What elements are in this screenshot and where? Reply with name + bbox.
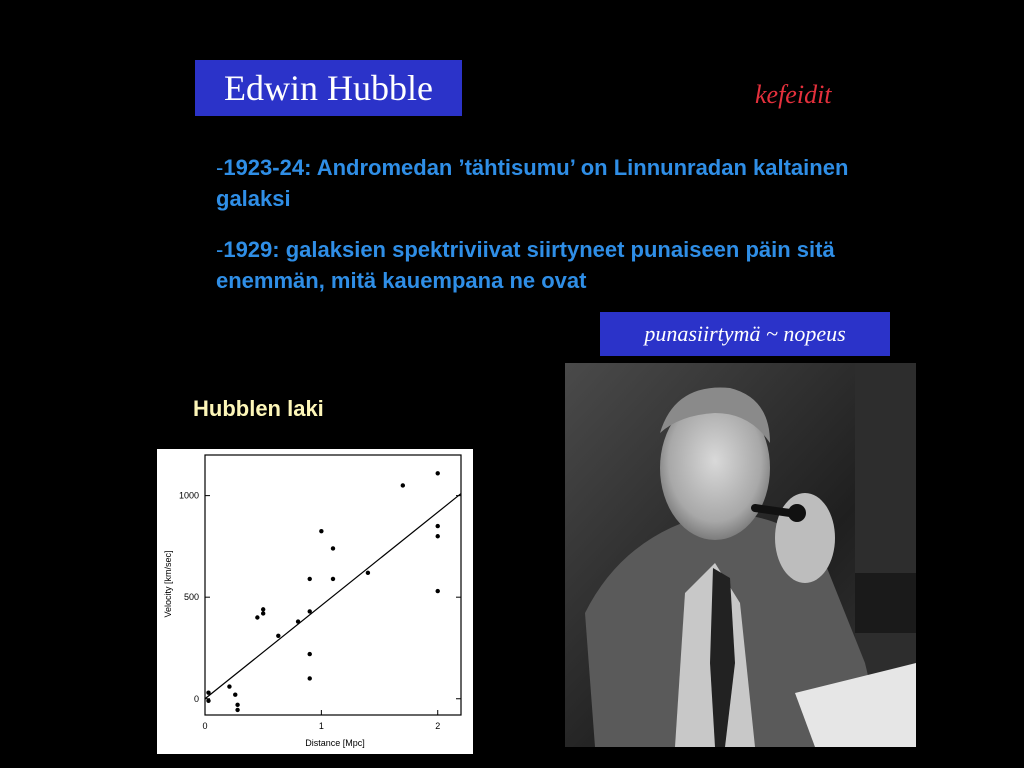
portrait-image bbox=[565, 363, 916, 747]
x-axis-label: Distance [Mpc] bbox=[305, 738, 365, 748]
redshift-box bbox=[600, 312, 890, 356]
fit-line bbox=[205, 494, 461, 699]
y-axis-label: Velocity [km/sec] bbox=[163, 550, 173, 618]
data-point bbox=[261, 607, 265, 611]
bullet-1 bbox=[216, 152, 916, 214]
data-point bbox=[255, 615, 259, 619]
x-tick-label: 2 bbox=[435, 721, 441, 731]
bullet-2 bbox=[216, 234, 916, 296]
data-point bbox=[235, 708, 239, 712]
data-point bbox=[319, 529, 323, 533]
y-tick-label: 1000 bbox=[178, 490, 199, 501]
x-tick-label: 0 bbox=[202, 721, 208, 731]
redshift-label: punasiirtymä ~ nopeus bbox=[644, 321, 846, 346]
data-point bbox=[401, 483, 405, 487]
data-point bbox=[206, 699, 210, 703]
data-point bbox=[436, 471, 440, 475]
data-point bbox=[308, 676, 312, 680]
data-point bbox=[235, 703, 239, 707]
bullet-dash: - bbox=[216, 237, 224, 262]
data-point bbox=[308, 577, 312, 581]
chart-points bbox=[206, 471, 440, 712]
data-point bbox=[436, 524, 440, 528]
data-point bbox=[261, 611, 265, 615]
y-tick-label: 500 bbox=[183, 592, 199, 603]
bullet-dash: - bbox=[216, 155, 224, 180]
bullet-1-text: 1923-24: Andromedan ’tähtisumu’ on Linnunradan kaltainen galaksi bbox=[216, 155, 849, 211]
plot-frame bbox=[205, 455, 461, 715]
data-point bbox=[436, 534, 440, 538]
data-point bbox=[276, 634, 280, 638]
hubble-portrait-photo bbox=[565, 363, 916, 747]
hubble-law-label: Hubblen laki bbox=[193, 396, 324, 421]
title-box bbox=[195, 60, 462, 116]
data-point bbox=[227, 684, 231, 688]
y-tick-label: 0 bbox=[193, 693, 199, 704]
chart-svg bbox=[157, 449, 473, 754]
bullet-2-text: 1929: galaksien spektriviivat siirtyneet punaiseen päin sitä enemmän, mitä kauempana ne ovat bbox=[216, 237, 835, 293]
data-point bbox=[331, 577, 335, 581]
data-point bbox=[436, 589, 440, 593]
data-point bbox=[233, 692, 237, 696]
x-tick-label: 1 bbox=[318, 721, 324, 731]
data-point bbox=[308, 652, 312, 656]
hubble-law-chart bbox=[157, 449, 473, 754]
data-point bbox=[331, 546, 335, 550]
side-note-kefeidit: kefeidit bbox=[755, 80, 832, 109]
data-point bbox=[366, 571, 370, 575]
chart-ticks bbox=[179, 491, 461, 731]
slide-title: Edwin Hubble bbox=[224, 68, 433, 108]
